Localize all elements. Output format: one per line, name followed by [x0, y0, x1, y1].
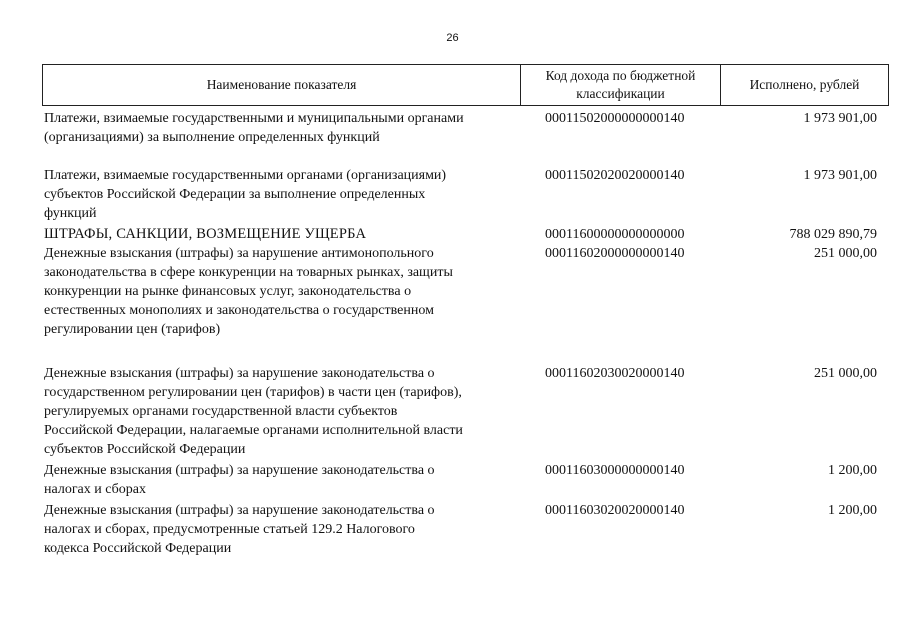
indicator-name: Платежи, взимаемые государственными и муниципальными органами (организациями) за выполнение определенных функций [44, 111, 464, 145]
table-header [42, 64, 889, 106]
executed-amount: 1 200,00 [828, 503, 877, 518]
page-number: 26 [446, 32, 459, 44]
executed-amount: 251 000,00 [814, 366, 877, 381]
executed-amount: 251 000,00 [814, 246, 877, 261]
executed-amount: 1 973 901,00 [803, 168, 877, 183]
indicator-name: Денежные взыскания (штрафы) за нарушение законодательства о налогах и сборах [44, 463, 435, 497]
executed-amount: 1 973 901,00 [803, 111, 877, 126]
indicator-name: Денежные взыскания (штрафы) за нарушение законодательства о государственном регулировании цен (тарифов) в части цен (тарифов), регулируемых органами государственной власти субъектов Российской Федерации, налагаемые органами исполнительной власти субъектов Российской Федерации [44, 366, 463, 457]
section-heading: ШТРАФЫ, САНКЦИИ, ВОЗМЕЩЕНИЕ УЩЕРБА [44, 226, 367, 242]
budget-code: 00011600000000000000 [545, 227, 685, 242]
column-header-amount: Исполнено, рублей [749, 77, 860, 92]
budget-code: 00011502000000000140 [545, 111, 685, 126]
budget-code: 00011603000000000140 [545, 463, 685, 478]
indicator-name: Платежи, взимаемые государственными органами (организациями) субъектов Российской Федерации за выполнение определенных функций [44, 168, 447, 221]
indicator-name: Денежные взыскания (штрафы) за нарушение законодательства о налогах и сборах, предусмотренные статьей 129.2 Налогового кодекса Российской Федерации [44, 503, 435, 556]
budget-code: 00011602030020000140 [545, 366, 685, 381]
budget-code: 00011502020020000140 [545, 168, 685, 183]
executed-amount: 1 200,00 [828, 463, 877, 478]
indicator-name: Денежные взыскания (штрафы) за нарушение антимонопольного законодательства в сфере конкуренции на товарных рынках, защиты конкуренции на рынке финансовых услуг, законодательства о естественных монополиях и законодательства о государственном регулировании цен (тарифов) [44, 246, 453, 337]
column-header-code: Код дохода по бюджетной классификации [521, 65, 721, 105]
budget-code: 00011602000000000140 [545, 246, 685, 261]
budget-code: 00011603020020000140 [545, 503, 685, 518]
column-header-name: Наименование показателя [43, 65, 521, 105]
executed-amount: 788 029 890,79 [789, 227, 877, 242]
